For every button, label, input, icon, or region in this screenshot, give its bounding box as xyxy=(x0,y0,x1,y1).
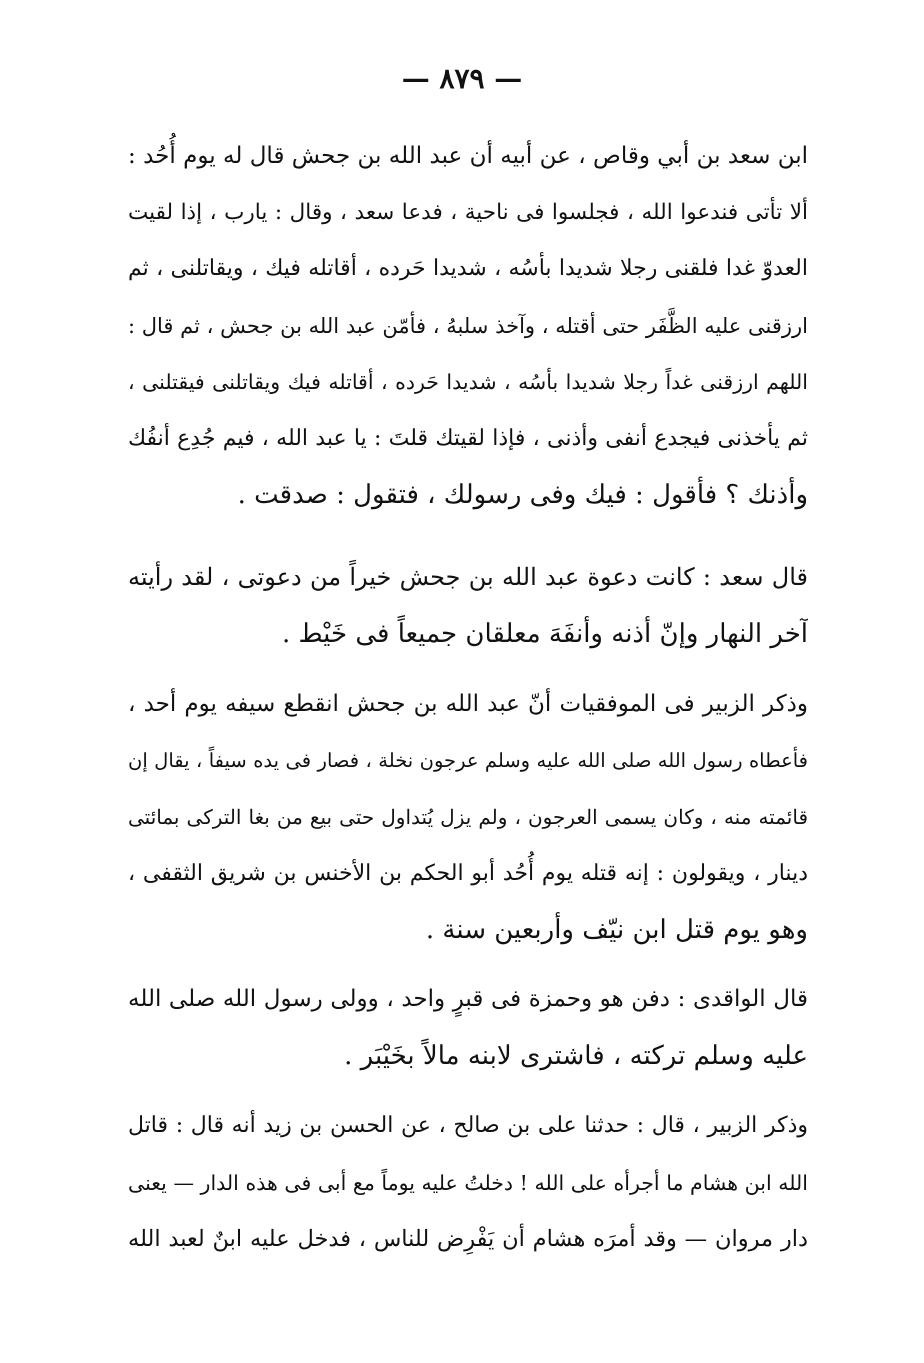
text-line: العدوّ غدا فلقنى رجلا شديدا بأسُه ، شديدا حَرده ، أقاتله فيك ، ويقاتلنى ، ثم xyxy=(128,256,808,281)
text-line: اللهم ارزقنى غداً رجلا شديدا بأسُه ، شديدا حَرده ، أقاتله فيك ويقاتلنى فيقتلنى ، xyxy=(128,370,808,394)
text-line: فأعطاه رسول الله صلى الله عليه وسلم عرجون نخلة ، فصار فى يده سيفاً ، يقال إن xyxy=(128,748,808,772)
text-line: قال الواقدى : دفن هو وحمزة فى قبرٍ واحد ، وولى رسول الله صلى الله xyxy=(128,986,808,1012)
text-line: قال سعد : كانت دعوة عبد الله بن جحش خيراً من دعوتى ، لقد رأيته xyxy=(128,563,808,591)
text-line: ارزقنى عليه الظَّفَر حتى أقتله ، وآخذ سلبهُ ، فأمّن عبد الله بن جحش ، ثم قال : xyxy=(128,313,808,338)
text-line: الله ابن هشام ما أجرأه على الله ! دخلتُ عليه يوماً مع أبى فى هذه الدار — يعنى xyxy=(128,1170,808,1195)
paragraph-1 xyxy=(128,128,808,524)
paragraph-5 xyxy=(128,1098,808,1268)
text-line: دار مروان — وقد أمرَه هشام أن يَفْرِض للناس ، فدخل عليه ابنٌ لعبد الله xyxy=(128,1226,808,1252)
paragraph-3 xyxy=(128,676,808,959)
text-line: وأذنك ؟ فأقول : فيك وفى رسولك ، فتقول : صدقت . xyxy=(237,480,808,510)
text-line: ابن سعد بن أبي وقاص ، عن أبيه أن عبد الله بن جحش قال له يوم أُحُد : xyxy=(128,143,808,169)
page-number: — ٨٧٩ — xyxy=(401,62,523,95)
paragraph-4 xyxy=(128,971,808,1084)
paragraph-2 xyxy=(128,549,808,662)
text-line: ألا تأتى فندعوا الله ، فجلسوا فى ناحية ، فدعا سعد ، وقال : يارب ، إذا لقيت xyxy=(128,199,808,225)
text-line: وذكر الزبير ، قال : حدثنا على بن صالح ، عن الحسن بن زيد أنه قال : قاتل xyxy=(128,1113,808,1138)
text-line: وهو يوم قتل ابن نيّف وأربعين سنة . xyxy=(425,915,808,945)
text-line: وذكر الزبير فى الموفقيات أنّ عبد الله بن جحش انقطع سيفه يوم أحد ، xyxy=(128,691,808,717)
text-line: آخر النهار وإنّ أذنه وأنفَهَ معلقان جميعاً فى خَيْط . xyxy=(281,618,808,649)
text-line: ثم يأخذنى فيجدع أنفى وأذنى ، فإذا لقيتك قلتَ : يا عبد الله ، فيم جُدِع أنفُك xyxy=(128,425,808,451)
text-line: دينار ، ويقولون : إنه قتله يوم أُحُد أبو الحكم بن الأخنس بن شريق الثقفى ، xyxy=(128,860,808,886)
text-line: قائمته منه ، وكان يسمى العرجون ، ولم يزل يُتداول حتى بيع من بغا التركى بمائتى xyxy=(128,805,808,829)
text-line: عليه وسلم تركته ، فاشترى لابنه مالاً بخَيْبَر . xyxy=(344,1040,808,1071)
